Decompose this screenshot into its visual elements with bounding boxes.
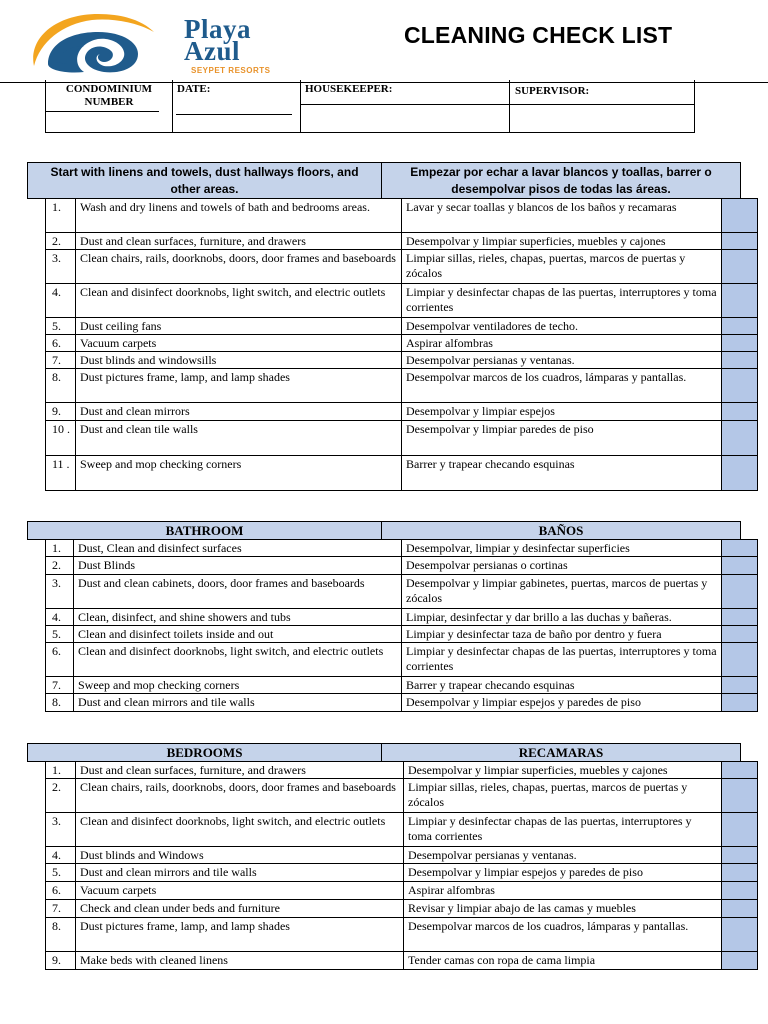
supervisor-field[interactable] [509,80,694,132]
item-text-en: Dust blinds and windowsills [76,352,402,369]
item-text-en: Clean and disinfect toilets inside and out [74,626,402,643]
item-text-en: Dust and clean mirrors [76,403,402,421]
check-cell[interactable] [722,318,758,335]
item-text-es: Desempolvar persianas y ventanas. [402,352,722,369]
check-cell[interactable] [722,609,758,626]
section-bedrooms-table [45,761,758,970]
item-number: 9. [46,403,76,421]
item-text-en: Dust blinds and Windows [76,847,404,864]
check-cell[interactable] [722,575,758,609]
table-row [46,677,758,694]
item-text-es: Desempolvar y limpiar superficies, muebles y cajones [404,762,722,779]
table-row [46,918,758,952]
table-row [46,199,758,233]
item-text-en: Vacuum carpets [76,335,402,352]
section-general-table [45,198,758,491]
item-text-es: Desempolvar y limpiar espejos y paredes de piso [402,694,722,712]
check-cell[interactable] [722,421,758,456]
item-number: 2. [46,233,76,250]
item-text-en: Wash and dry linens and towels of bath and bedrooms areas. [76,199,402,233]
item-number: 11 . [46,456,76,491]
item-text-en: Dust Blinds [74,557,402,575]
item-text-en: Dust, Clean and disinfect surfaces [74,540,402,557]
check-cell[interactable] [722,456,758,491]
item-text-es: Limpiar, desinfectar y dar brillo a las duchas y bañeras. [402,609,722,626]
item-number: 6. [46,882,76,900]
item-text-en: Clean chairs, rails, doorknobs, doors, door frames and baseboards [76,779,404,813]
section-general-title-en: Start with linens and towels, dust hallways floors, and other areas. [28,163,382,198]
item-text-es: Limpiar sillas, rieles, chapas, puertas, marcos de puertas y zócalos [404,779,722,813]
item-number: 8. [46,369,76,403]
item-text-es: Barrer y trapear checando esquinas [402,456,722,491]
item-number: 4. [46,847,76,864]
item-number: 8. [46,918,76,952]
item-text-es: Desempolvar y limpiar superficies, muebles y cajones [402,233,722,250]
item-number: 2. [46,557,74,575]
check-cell[interactable] [722,864,758,882]
section-bathroom-title-en: BATHROOM [28,522,382,539]
item-text-es: Tender camas con ropa de cama limpia [404,952,722,970]
brand-name-line2: Azul [184,36,240,66]
table-row [46,352,758,369]
item-text-en: Dust and clean cabinets, doors, door frames and baseboards [74,575,402,609]
item-text-es: Limpiar y desinfectar chapas de las puertas, interruptores y toma corrientes [402,643,722,677]
item-number: 4. [46,284,76,318]
item-number: 6. [46,643,74,677]
section-general-title-es: Empezar por echar a lavar blancos y toallas, barrer o desempolvar pisos de todas las áreas. [410,164,712,196]
item-text-en: Dust and clean surfaces, furniture, and drawers [76,762,404,779]
table-row [46,779,758,813]
table-row [46,626,758,643]
item-text-es: Desempolvar y limpiar gabinetes, puertas, marcos de puertas y zócalos [402,575,722,609]
brand-name-line1: Playa [184,14,251,44]
item-text-es: Desempolvar y limpiar espejos y paredes de piso [404,864,722,882]
item-number: 1. [46,540,74,557]
item-text-en: Make beds with cleaned linens [76,952,404,970]
table-row [46,864,758,882]
item-text-en: Dust pictures frame, lamp, and lamp shades [76,369,402,403]
item-text-en: Vacuum carpets [76,882,404,900]
condominium-label: CONDOMINIUM NUMBER [65,83,153,108]
item-number: 7. [46,900,76,918]
item-text-es: Aspirar alfombras [404,882,722,900]
table-row [46,335,758,352]
item-text-en: Dust and clean mirrors and tile walls [76,864,404,882]
check-cell[interactable] [722,369,758,403]
table-row [46,609,758,626]
item-number: 5. [46,864,76,882]
section-bedrooms-title-es: RECAMARAS [518,744,604,760]
item-number: 1. [46,199,76,233]
item-text-en: Dust and clean mirrors and tile walls [74,694,402,712]
check-cell[interactable] [722,918,758,952]
item-number: 4. [46,609,74,626]
check-cell[interactable] [722,335,758,352]
item-text-en: Clean chairs, rails, doorknobs, doors, door frames and baseboards [76,250,402,284]
check-cell[interactable] [722,284,758,318]
item-number: 3. [46,575,74,609]
item-text-es: Desempolvar ventiladores de techo. [402,318,722,335]
item-text-en: Clean and disinfect doorknobs, light switch, and electric outlets [76,813,404,847]
item-text-en: Dust and clean surfaces, furniture, and drawers [76,233,402,250]
item-text-en: Check and clean under beds and furniture [76,900,404,918]
table-row [46,643,758,677]
item-text-en: Dust and clean tile walls [76,421,402,456]
item-number: 7. [46,352,76,369]
date-label: DATE: [177,83,211,95]
check-cell[interactable] [722,540,758,557]
table-row [46,284,758,318]
check-cell[interactable] [722,250,758,284]
table-row [46,456,758,491]
item-text-en: Clean and disinfect doorknobs, light switch, and electric outlets [74,643,402,677]
table-row [46,233,758,250]
logo-swirl-icon [26,8,176,80]
check-cell[interactable] [722,643,758,677]
item-text-en: Dust ceiling fans [76,318,402,335]
section-bathroom-header [27,521,741,540]
item-text-es: Limpiar y desinfectar chapas de las puertas, interruptores y toma corrientes [404,813,722,847]
table-row [46,694,758,712]
check-cell[interactable] [722,952,758,970]
check-cell[interactable] [722,233,758,250]
check-cell[interactable] [722,762,758,779]
table-row [46,421,758,456]
check-cell[interactable] [722,900,758,918]
item-text-es: Limpiar sillas, rieles, chapas, puertas, marcos de puertas y zócalos [402,250,722,284]
item-number: 6. [46,335,76,352]
section-general-header [27,162,741,199]
table-row [46,575,758,609]
table-row [46,557,758,575]
item-number: 9. [46,952,76,970]
table-row [46,813,758,847]
table-row [46,540,758,557]
check-cell[interactable] [722,403,758,421]
table-row [46,318,758,335]
page-title: CLEANING CHECK LIST [404,22,673,48]
item-text-es: Desempolvar, limpiar y desinfectar superficies [402,540,722,557]
header-fields-table [45,80,695,133]
item-text-es: Lavar y secar toallas y blancos de los baños y recamaras [402,199,722,233]
housekeeper-field[interactable] [300,80,510,132]
housekeeper-label: HOUSEKEEPER: [305,83,393,95]
item-number: 5. [46,626,74,643]
item-text-es: Desempolvar persianas o cortinas [402,557,722,575]
item-text-en: Clean and disinfect doorknobs, light switch, and electric outlets [76,284,402,318]
supervisor-label: SUPERVISOR: [515,85,590,97]
item-number: 5. [46,318,76,335]
check-cell[interactable] [722,813,758,847]
check-cell[interactable] [722,694,758,712]
check-cell[interactable] [722,352,758,369]
section-bedrooms-header [27,743,741,762]
check-cell[interactable] [722,882,758,900]
item-text-es: Desempolvar persianas y ventanas. [404,847,722,864]
table-row [46,762,758,779]
check-cell[interactable] [722,626,758,643]
item-text-en: Dust pictures frame, lamp, and lamp shades [76,918,404,952]
item-number: 10 . [46,421,76,456]
item-text-es: Desempolvar y limpiar paredes de piso [402,421,722,456]
check-cell[interactable] [722,779,758,813]
item-text-es: Limpiar y desinfectar taza de baño por dentro y fuera [402,626,722,643]
item-number: 3. [46,813,76,847]
item-text-es: Aspirar alfombras [402,335,722,352]
item-text-es: Revisar y limpiar abajo de las camas y muebles [404,900,722,918]
section-bathroom-title-es: BAÑOS [538,522,584,538]
section-bedrooms-title-en: BEDROOMS [28,744,382,761]
table-row [46,403,758,421]
check-cell[interactable] [722,557,758,575]
item-text-en: Sweep and mop checking corners [74,677,402,694]
item-number: 1. [46,762,76,779]
check-cell[interactable] [722,677,758,694]
brand-subtitle: SEYPET RESORTS [191,66,271,75]
table-row [46,952,758,970]
item-text-en: Clean, disinfect, and shine showers and tubs [74,609,402,626]
item-text-es: Desempolvar marcos de los cuadros, lámparas y pantallas. [402,369,722,403]
date-field[interactable] [172,80,301,132]
item-number: 8. [46,694,74,712]
table-row [46,900,758,918]
item-text-es: Limpiar y desinfectar chapas de las puertas, interruptores y toma corrientes [402,284,722,318]
check-cell[interactable] [722,847,758,864]
table-row [46,369,758,403]
item-text-en: Sweep and mop checking corners [76,456,402,491]
item-text-es: Desempolvar marcos de los cuadros, lámparas y pantallas. [404,918,722,952]
item-number: 3. [46,250,76,284]
check-cell[interactable] [722,199,758,233]
section-bathroom-table [45,539,758,712]
condominium-field[interactable] [46,80,173,132]
table-row [46,847,758,864]
brand-logo [26,8,286,80]
item-number: 2. [46,779,76,813]
table-row [46,250,758,284]
item-text-es: Desempolvar y limpiar espejos [402,403,722,421]
table-row [46,882,758,900]
item-text-es: Barrer y trapear checando esquinas [402,677,722,694]
item-number: 7. [46,677,74,694]
